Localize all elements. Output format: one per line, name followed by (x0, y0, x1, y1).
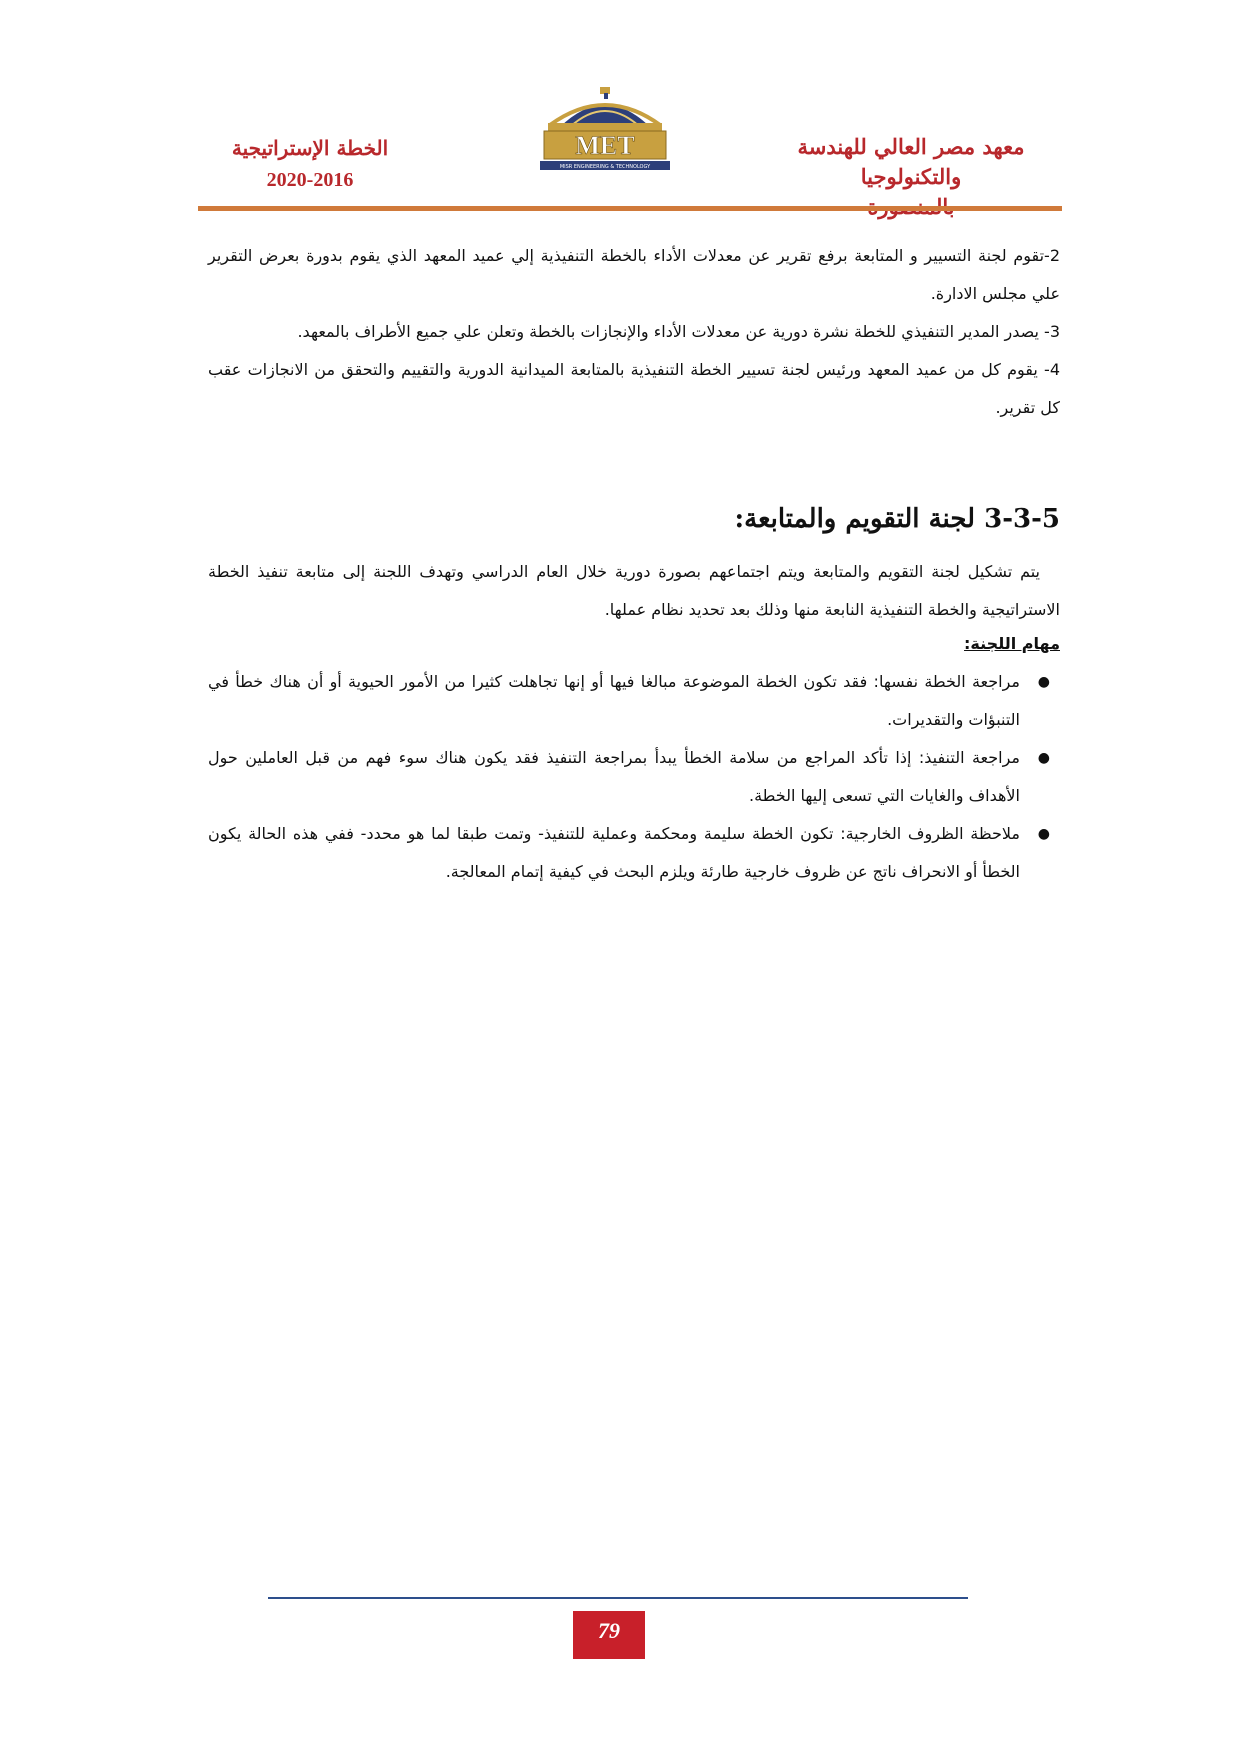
plan-name (210, 132, 410, 196)
logo-text: MET (575, 131, 635, 160)
bullet-icon: ● (1037, 826, 1050, 842)
plan-title: الخطة الإستراتيجية (231, 136, 389, 160)
section-intro: يتم تشكيل لجنة التقويم والمتابعة ويتم اجتماعهم بصورة دورية خلال العام الدراسي وتهدف اللجنة إلى متابعة تنفيذ الخطة الاستراتيجية والخطة التنفيذية النابعة منها وذلك بعد تحديد نظام عملها. (208, 562, 1060, 619)
paragraph-3: 3- يصدر المدير التنفيذي للخطة نشرة دورية عن معدلات الأداء والإنجازات بالخطة وتعلن علي جميع الأطراف بالمعهد. (297, 322, 1060, 341)
footer-divider (268, 1597, 968, 1599)
list-item (208, 739, 1050, 815)
page-number: 79 (573, 1611, 645, 1659)
task-text: مراجعة التنفيذ: إذا تأكد المراجع من سلامة الخطأ يبدأ بمراجعة التنفيذ فقد يكون هناك سوء فهم من قبل العاملين حول الأهداف والغايات التي تسعى إليها الخطة. (208, 748, 1020, 805)
paragraph-2: 2-تقوم لجنة التسيير و المتابعة برفع تقرير عن معدلات الأداء بالخطة التنفيذية إلي عميد المعهد الذي يقوم بدورة بعرض التقرير علي مجلس الادارة. (208, 246, 1060, 303)
bullet-icon: ● (1037, 674, 1050, 690)
page-header (0, 0, 1241, 220)
list-item (208, 815, 1050, 891)
task-list (208, 663, 1060, 891)
list-item (208, 663, 1050, 739)
section-title: لجنة التقويم والمتابعة: (734, 504, 976, 534)
section-heading (208, 499, 1060, 539)
page-content (208, 237, 1060, 891)
plan-years: 2020-2016 (266, 169, 354, 191)
task-text: ملاحظة الظروف الخارجية: تكون الخطة سليمة ومحكمة وعملية للتنفيذ- وتمت طبقا لما هو محدد- ففي هذه الحالة يكون الخطأ أو الانحراف ناتج عن ظروف خارجية طارئة ويلزم البحث في كيفية إتمام المعالجة. (208, 824, 1020, 881)
task-text: مراجعة الخطة نفسها: فقد تكون الخطة الموضوعة مبالغا فيها أو إنها تجاهلت كثيرا من الأمور الحيوية أو أن هناك خطأ في التنبؤات والتقديرات. (208, 672, 1020, 729)
logo-subtitle: MISR ENGINEERING & TECHNOLOGY (559, 164, 651, 170)
section-number: 3-3-5 (984, 504, 1060, 534)
tasks-title: مهام اللجنة: (964, 634, 1060, 653)
paragraph-4: 4- يقوم كل من عميد المعهد ورئيس لجنة تسيير الخطة التنفيذية بالمتابعة الميدانية الدورية والتقييم والتحقق من الانجازات عقب كل تقرير. (208, 360, 1060, 417)
institute-name-line1: معهد مصر العالي للهندسة والتكنولوجيا (797, 134, 1025, 189)
header-divider (198, 206, 1062, 211)
met-logo (540, 85, 670, 177)
bullet-icon: ● (1037, 750, 1050, 766)
